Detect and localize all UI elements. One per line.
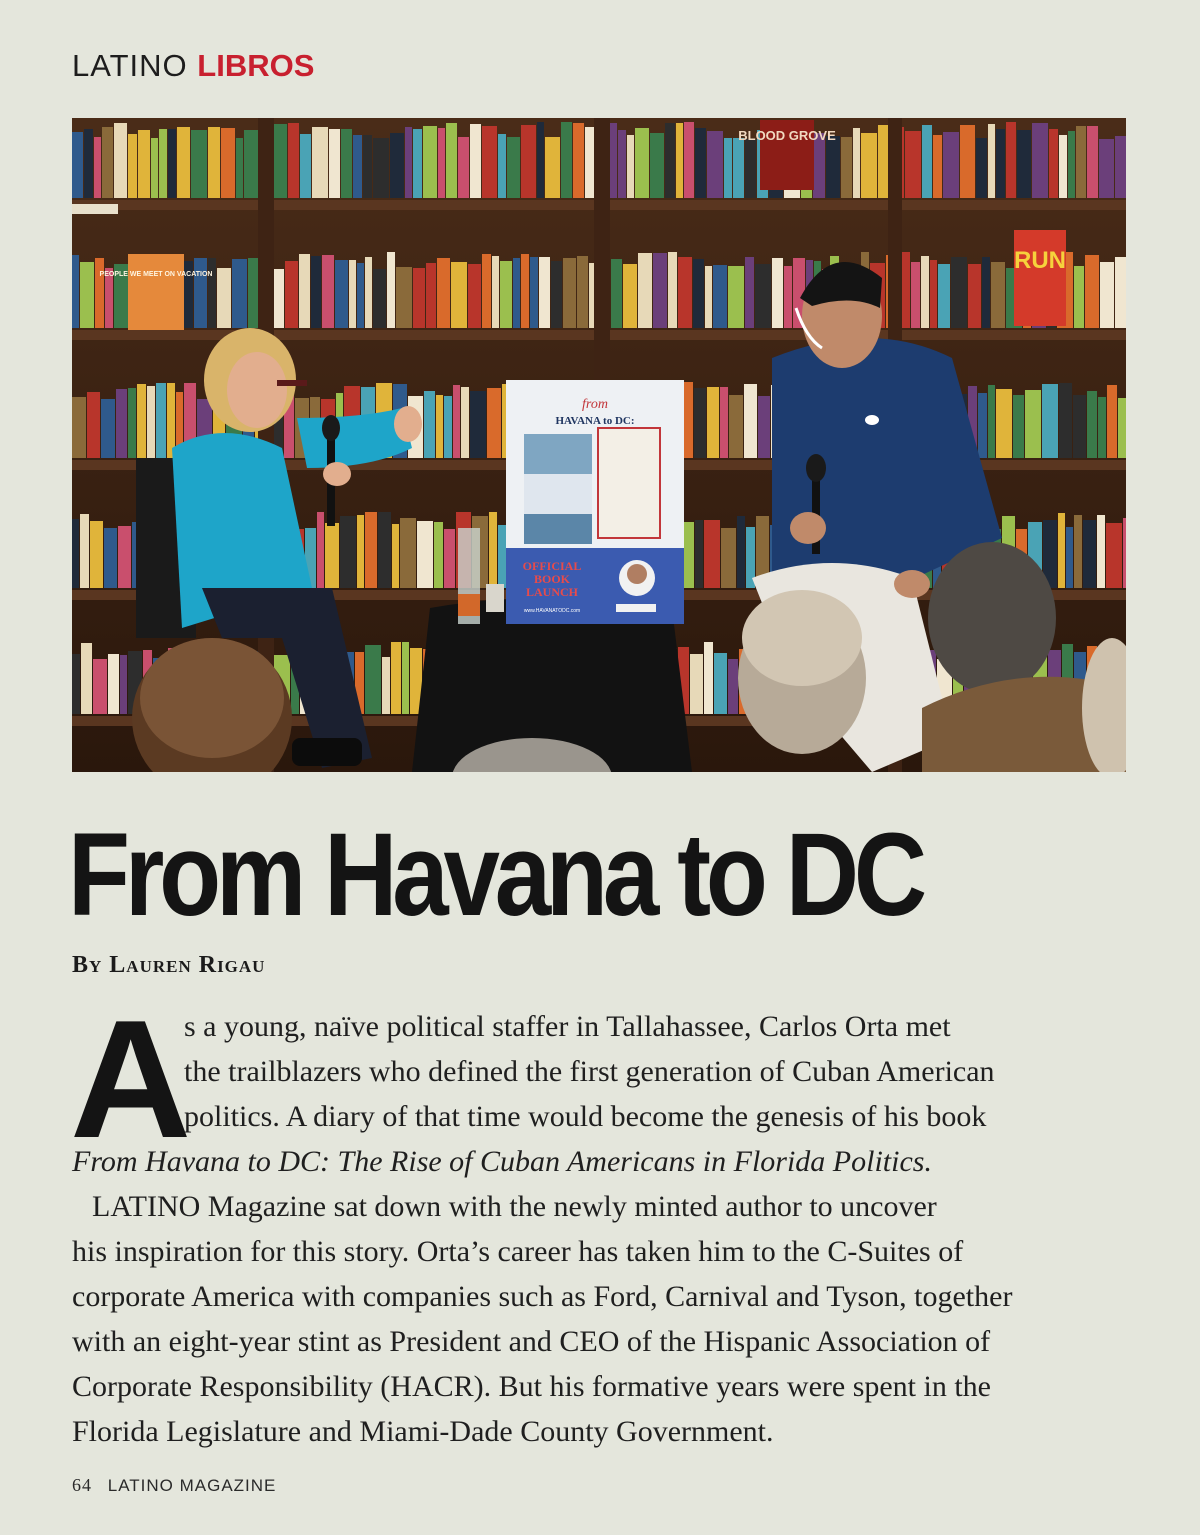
book-spine xyxy=(707,387,719,458)
book-spine xyxy=(507,137,520,198)
book-spine xyxy=(676,123,683,198)
book-spine xyxy=(288,123,299,198)
book-spine xyxy=(577,256,588,328)
book-spine xyxy=(618,130,626,198)
book-spine xyxy=(437,258,450,328)
book-spine xyxy=(104,528,117,588)
book-spine xyxy=(988,124,995,198)
book-spine xyxy=(84,129,93,198)
book-spine xyxy=(853,128,860,198)
book-spine xyxy=(861,133,877,198)
drop-cap: A xyxy=(70,985,192,1173)
book-spine xyxy=(90,521,103,588)
book-spine xyxy=(563,258,576,328)
book-spine xyxy=(405,127,412,198)
book-spine xyxy=(363,135,372,198)
book-spine xyxy=(1006,122,1016,198)
book-spine xyxy=(378,512,391,588)
body-line-10: Florida Legislature and Miami-Dade County Government. xyxy=(72,1415,774,1448)
book-spine xyxy=(329,129,340,198)
body-line-4: From Havana to DC: The Rise of Cuban Americans in Florida Politics. xyxy=(72,1145,932,1178)
book-spine xyxy=(285,261,298,328)
poster-official: OFFICIAL xyxy=(522,559,582,573)
book-spine xyxy=(167,383,175,458)
body-line-5: LATINO Magazine sat down with the newly minted author to uncover xyxy=(92,1190,937,1223)
book-spine xyxy=(191,130,207,198)
book-spine xyxy=(611,259,622,328)
book-spine xyxy=(513,258,520,328)
book-run: RUN xyxy=(1014,247,1066,274)
book-spine xyxy=(317,512,324,588)
book-spine xyxy=(95,258,104,328)
book-spine xyxy=(444,529,455,588)
book-spine xyxy=(996,389,1012,458)
book-spine xyxy=(373,269,386,328)
book-spine xyxy=(988,385,995,458)
section-label-libros: LIBROS xyxy=(197,48,315,83)
book-spine xyxy=(772,258,783,328)
book-spine xyxy=(417,521,433,588)
book-spine xyxy=(208,127,220,198)
poster-from: from xyxy=(582,397,608,412)
book-spine xyxy=(530,257,538,328)
book-spine xyxy=(194,258,207,328)
book-spine xyxy=(1087,126,1098,198)
book-spine xyxy=(1115,257,1126,328)
poster-url: www.HAVANATODC.com xyxy=(523,608,581,614)
body-line-3: politics. A diary of that time would become the genesis of his book xyxy=(184,1100,987,1133)
book-spine xyxy=(968,264,981,328)
book-spine xyxy=(729,395,743,458)
book-spine xyxy=(1049,129,1058,198)
book-spine xyxy=(137,384,146,458)
book-spine xyxy=(451,262,467,328)
book-people-we-meet: PEOPLE WE MEET ON VACATION xyxy=(99,271,213,278)
book-spine xyxy=(728,659,738,714)
book-spine xyxy=(951,257,967,328)
book-spine xyxy=(976,138,987,198)
book-spine xyxy=(635,128,649,198)
book-spine xyxy=(274,269,284,328)
book-spine xyxy=(299,254,310,328)
book-spine xyxy=(102,127,113,198)
book-spine xyxy=(1066,527,1073,588)
book-spine xyxy=(1099,139,1114,198)
event-photo xyxy=(72,118,1126,772)
book-spine xyxy=(930,260,937,328)
book-spine xyxy=(396,267,412,328)
book-spine xyxy=(1058,513,1065,588)
book-spine xyxy=(413,268,425,328)
poster-book: BOOK xyxy=(533,572,571,586)
page-footer xyxy=(72,1475,276,1496)
section-label-latino: LATINO xyxy=(72,48,188,83)
body-line-9: Corporate Responsibility (HACR). But his formative years were spent in the xyxy=(72,1370,991,1403)
book-spine xyxy=(470,391,486,458)
book-spine xyxy=(1123,518,1126,588)
book-spine xyxy=(704,520,720,588)
book-spine xyxy=(81,643,92,714)
body-line-2: the trailblazers who defined the first generation of Cuban American xyxy=(184,1055,995,1088)
book-spine xyxy=(650,133,664,198)
book-spine xyxy=(704,642,713,714)
book-spine xyxy=(1068,131,1075,198)
book-spine xyxy=(1042,384,1058,458)
book-spine xyxy=(724,138,732,198)
book-spine xyxy=(357,515,364,588)
poster-title: HAVANA to DC: xyxy=(555,415,635,427)
book-spine xyxy=(841,137,852,198)
book-spine xyxy=(996,129,1005,198)
book-spine xyxy=(545,137,560,198)
book-spine xyxy=(402,642,409,714)
book-spine xyxy=(1100,262,1114,328)
book-spine xyxy=(274,124,287,198)
book-spine xyxy=(300,134,311,198)
book-spine xyxy=(498,134,506,198)
book-spine xyxy=(156,383,166,458)
book-spine xyxy=(392,524,399,588)
book-spine xyxy=(468,264,481,328)
book-spine xyxy=(489,512,497,588)
book-spine xyxy=(745,257,754,328)
book-spine xyxy=(470,124,481,198)
book-spine xyxy=(128,388,136,458)
book-spine xyxy=(665,123,675,198)
book-spine xyxy=(714,653,727,714)
book-spine xyxy=(694,388,706,458)
book-spine xyxy=(1059,135,1067,198)
poster-launch: LAUNCH xyxy=(525,585,579,599)
book-spine xyxy=(444,396,452,458)
book-spine xyxy=(1087,391,1097,458)
book-spine xyxy=(365,512,377,588)
book-spine xyxy=(423,126,437,198)
book-spine xyxy=(94,137,101,198)
book-spine xyxy=(653,253,667,328)
book-spine xyxy=(208,258,216,328)
book-spine xyxy=(244,130,259,198)
book-spine xyxy=(446,123,457,198)
book-spine xyxy=(758,396,770,458)
article-headline: From Havana to DC xyxy=(68,809,922,941)
book-spine xyxy=(453,385,460,458)
book-spine xyxy=(1106,523,1122,588)
book-spine xyxy=(728,266,744,328)
book-spine xyxy=(521,254,529,328)
book-spine xyxy=(325,523,339,588)
book-spine xyxy=(933,135,942,198)
book-spine xyxy=(236,138,243,198)
book-spine xyxy=(487,388,501,458)
book-spine xyxy=(341,129,352,198)
book-spine xyxy=(521,125,536,198)
book-spine xyxy=(80,514,89,588)
book-spine xyxy=(413,129,422,198)
book-spine xyxy=(434,522,443,588)
book-spine xyxy=(93,659,107,714)
book-blood-grove: BLOOD GROVE xyxy=(738,128,836,143)
book-spine xyxy=(551,261,562,328)
book-spine xyxy=(1076,126,1086,198)
body-line-1: s a young, naïve political staffer in Tallahassee, Carlos Orta met xyxy=(184,1010,951,1043)
book-spine xyxy=(573,123,584,198)
book-spine xyxy=(922,125,932,198)
book-spine xyxy=(116,389,127,458)
book-spine xyxy=(426,263,436,328)
book-spine xyxy=(943,132,959,198)
article-byline xyxy=(72,952,265,979)
book-spine xyxy=(353,135,362,198)
book-spine xyxy=(1097,515,1105,588)
book-spine xyxy=(784,266,792,328)
book-spine xyxy=(365,257,372,328)
book-spine xyxy=(978,393,987,458)
book-spine xyxy=(678,257,692,328)
book-spine xyxy=(623,264,637,328)
page-number: 64 xyxy=(72,1475,92,1495)
book-spine xyxy=(721,528,736,588)
book-spine xyxy=(561,122,572,198)
book-spine xyxy=(387,252,395,328)
book-spine xyxy=(1098,397,1106,458)
book-spine xyxy=(128,134,137,198)
book-spine xyxy=(87,392,100,458)
book-spine xyxy=(707,131,723,198)
book-spine xyxy=(1083,520,1096,588)
byline-text: By Lauren Rigau xyxy=(72,952,266,978)
book-spine xyxy=(1115,136,1126,198)
book-spine xyxy=(108,654,119,714)
book-spine xyxy=(72,519,79,588)
book-spine xyxy=(1059,383,1072,458)
book-spine xyxy=(695,520,703,588)
book-spine xyxy=(755,264,771,328)
body-line-8: with an eight-year stint as President and CEO of the Hispanic Association of xyxy=(72,1325,991,1358)
book-spine xyxy=(391,642,401,714)
book-spine xyxy=(232,259,247,328)
book-spine xyxy=(733,138,744,198)
book-spine xyxy=(1074,266,1084,328)
book-spine xyxy=(911,262,920,328)
book-spine xyxy=(1073,395,1086,458)
book-spine xyxy=(638,253,652,328)
book-spine xyxy=(177,127,190,198)
book-spine xyxy=(1032,123,1048,198)
book-spine xyxy=(1085,255,1099,328)
book-spine xyxy=(312,127,328,198)
book-spine xyxy=(373,138,389,198)
book-spine xyxy=(72,255,79,328)
book-spine xyxy=(101,399,115,458)
book-spine xyxy=(539,257,550,328)
book-spine xyxy=(737,516,745,588)
book-spine xyxy=(120,655,127,714)
body-line-7: corporate America with companies such as Ford, Carnival and Tyson, together xyxy=(72,1280,1013,1313)
book-spine xyxy=(482,126,497,198)
book-spine xyxy=(482,254,491,328)
book-spine xyxy=(1017,130,1031,198)
book-spine xyxy=(668,252,677,328)
book-spine xyxy=(159,129,167,198)
book-spine xyxy=(114,123,127,198)
book-spine xyxy=(744,384,757,458)
book-spine xyxy=(1013,395,1024,458)
book-spine xyxy=(365,645,381,714)
book-spine xyxy=(357,263,364,328)
book-spine xyxy=(390,133,404,198)
book-spine xyxy=(713,265,727,328)
book-spine xyxy=(537,122,544,198)
book-spine xyxy=(438,128,445,198)
book-spine xyxy=(500,261,512,328)
book-spine xyxy=(72,397,86,458)
book-spine xyxy=(322,255,334,328)
book-spine xyxy=(221,128,235,198)
book-spine xyxy=(138,130,150,198)
book-spine xyxy=(340,516,356,588)
book-spine xyxy=(151,138,158,198)
book-spine xyxy=(147,386,155,458)
book-spine xyxy=(311,256,321,328)
book-spine xyxy=(335,260,348,328)
book-spine xyxy=(1107,385,1117,458)
book-spine xyxy=(585,127,594,198)
book-spine xyxy=(720,387,728,458)
book-spine xyxy=(705,266,712,328)
book-spine xyxy=(349,260,356,328)
book-spine xyxy=(991,262,1005,328)
book-spine xyxy=(80,262,94,328)
book-spine xyxy=(905,131,921,198)
book-spine xyxy=(492,256,499,328)
book-spine xyxy=(921,256,929,328)
book-spine xyxy=(461,387,469,458)
book-spine xyxy=(72,654,80,714)
book-launch-poster xyxy=(506,380,684,624)
book-spine xyxy=(72,132,83,198)
book-spine xyxy=(458,137,469,198)
book-spine xyxy=(118,526,131,588)
book-spine xyxy=(382,657,390,714)
book-spine xyxy=(1074,515,1082,588)
book-spine xyxy=(826,136,840,198)
book-spine xyxy=(436,395,443,458)
book-spine xyxy=(938,264,950,328)
book-spine xyxy=(217,268,231,328)
book-spine xyxy=(627,135,634,198)
book-spine xyxy=(424,391,435,458)
book-spine xyxy=(1025,390,1041,458)
book-spine xyxy=(982,257,990,328)
body-line-6: his inspiration for this story. Orta’s career has taken him to the C-Suites of xyxy=(72,1235,964,1268)
book-spine xyxy=(745,139,756,198)
section-label xyxy=(72,48,314,84)
book-spine xyxy=(695,128,706,198)
book-spine xyxy=(400,518,416,588)
book-spine xyxy=(690,654,703,714)
book-spine xyxy=(960,125,975,198)
book-spine xyxy=(693,259,704,328)
book-spine xyxy=(1118,398,1126,458)
publication-name: LATINO MAGAZINE xyxy=(107,1476,277,1495)
book-spine xyxy=(684,122,694,198)
book-spine xyxy=(168,129,176,198)
